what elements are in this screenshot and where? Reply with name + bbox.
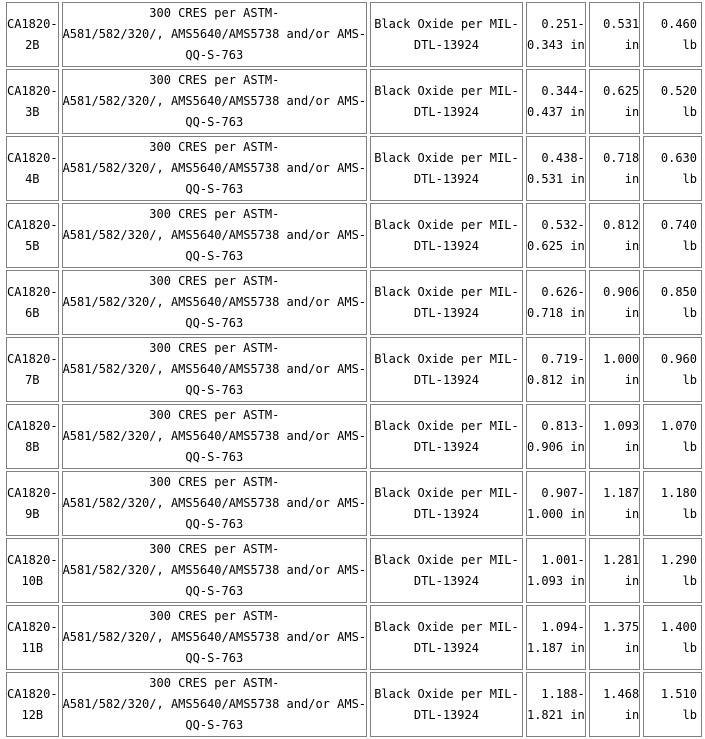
material-cell [62,69,367,134]
finish-cell [370,605,523,670]
table-body [6,2,702,737]
material-line: QQ-S-763 [185,718,244,732]
table-row [6,136,702,201]
part-number-cell [6,404,59,469]
grip-range-line: 1.821 in [526,707,585,722]
material-line: QQ-S-763 [185,450,244,464]
length-cell: 0.625 in [589,69,640,134]
finish-line: DTL-13924 [413,573,479,588]
material-line: QQ-S-763 [185,249,244,263]
grip-range-cell [526,2,586,67]
part-number-line: 10B [21,573,44,588]
grip-range-cell [526,203,586,268]
material-line: QQ-S-763 [185,48,244,62]
material-line: 300 CRES per ASTM- [149,274,280,288]
grip-range-line: 1.094- [541,619,585,634]
material-line: A581/582/320/, AMS5640/AMS5738 and/or AMS- [62,496,367,510]
finish-line: Black Oxide per MIL- [374,619,519,634]
grip-range-line: 0.531 in [526,171,585,186]
finish-cell [370,672,523,737]
length-cell: 0.812 in [589,203,640,268]
grip-range-cell [526,270,586,335]
part-number-line: 12B [21,707,44,722]
part-number-cell [6,270,59,335]
material-line: A581/582/320/, AMS5640/AMS5738 and/or AMS- [62,362,367,376]
part-number-cell [6,2,59,67]
part-number-cell [6,136,59,201]
part-number-cell [6,605,59,670]
material-line: A581/582/320/, AMS5640/AMS5738 and/or AMS- [62,27,367,41]
material-line: 300 CRES per ASTM- [149,475,280,489]
finish-line: DTL-13924 [413,238,479,253]
part-number-line: CA1820- [7,418,58,433]
grip-range-cell [526,337,586,402]
grip-range-line: 1.093 in [526,573,585,588]
grip-range-cell [526,605,586,670]
finish-line: DTL-13924 [413,506,479,521]
grip-range-cell [526,69,586,134]
finish-cell [370,136,523,201]
part-number-line: CA1820- [7,16,58,31]
part-number-line: CA1820- [7,351,58,366]
finish-cell [370,203,523,268]
length-cell: 1.187 in [589,471,640,536]
part-number-line: 6B [25,305,40,320]
grip-range-line: 0.907- [541,485,585,500]
finish-line: Black Oxide per MIL- [374,686,519,701]
material-line: QQ-S-763 [185,584,244,598]
grip-range-line: 0.718 in [526,305,585,320]
material-cell [62,404,367,469]
grip-range-line: 0.251- [541,16,585,31]
finish-line: Black Oxide per MIL- [374,552,519,567]
part-number-cell [6,203,59,268]
part-number-line: CA1820- [7,83,58,98]
part-number-line: 8B [25,439,40,454]
finish-line: Black Oxide per MIL- [374,150,519,165]
part-number-line: 5B [25,238,40,253]
finish-cell [370,404,523,469]
table-row [6,672,702,737]
material-cell [62,605,367,670]
weight-cell: 0.850 lb [643,270,702,335]
fastener-spec-table [3,0,705,739]
grip-range-cell [526,136,586,201]
material-line: 300 CRES per ASTM- [149,73,280,87]
material-line: A581/582/320/, AMS5640/AMS5738 and/or AMS- [62,630,367,644]
material-line: A581/582/320/, AMS5640/AMS5738 and/or AMS- [62,295,367,309]
grip-range-cell [526,404,586,469]
material-line: 300 CRES per ASTM- [149,207,280,221]
material-line: QQ-S-763 [185,383,244,397]
weight-cell: 0.960 lb [643,337,702,402]
finish-line: Black Oxide per MIL- [374,351,519,366]
part-number-line: 3B [25,104,40,119]
weight-cell: 1.180 lb [643,471,702,536]
weight-cell: 1.510 lb [643,672,702,737]
finish-line: Black Oxide per MIL- [374,485,519,500]
part-number-line: CA1820- [7,217,58,232]
grip-range-line: 0.532- [541,217,585,232]
finish-cell [370,69,523,134]
material-cell [62,538,367,603]
finish-line: Black Oxide per MIL- [374,83,519,98]
weight-cell: 0.740 lb [643,203,702,268]
material-line: A581/582/320/, AMS5640/AMS5738 and/or AMS- [62,429,367,443]
part-number-cell [6,69,59,134]
grip-range-line: 0.626- [541,284,585,299]
part-number-line: 11B [21,640,44,655]
finish-line: Black Oxide per MIL- [374,217,519,232]
weight-cell: 0.520 lb [643,69,702,134]
grip-range-line: 0.719- [541,351,585,366]
material-cell [62,136,367,201]
material-line: QQ-S-763 [185,182,244,196]
material-line: QQ-S-763 [185,517,244,531]
finish-line: DTL-13924 [413,372,479,387]
material-cell [62,337,367,402]
part-number-cell [6,538,59,603]
grip-range-line: 1.187 in [526,640,585,655]
grip-range-line: 0.625 in [526,238,585,253]
table-row [6,404,702,469]
finish-line: DTL-13924 [413,640,479,655]
part-number-line: 4B [25,171,40,186]
grip-range-cell [526,672,586,737]
grip-range-line: 1.188- [541,686,585,701]
length-cell: 1.468 in [589,672,640,737]
length-cell: 0.718 in [589,136,640,201]
table-row [6,538,702,603]
weight-cell: 1.290 lb [643,538,702,603]
grip-range-line: 0.437 in [526,104,585,119]
finish-line: Black Oxide per MIL- [374,418,519,433]
length-cell: 1.000 in [589,337,640,402]
finish-line: DTL-13924 [413,171,479,186]
length-cell: 0.906 in [589,270,640,335]
material-line: A581/582/320/, AMS5640/AMS5738 and/or AMS- [62,228,367,242]
grip-range-cell [526,471,586,536]
finish-cell [370,2,523,67]
table-row [6,2,702,67]
finish-line: DTL-13924 [413,104,479,119]
part-number-line: CA1820- [7,619,58,634]
material-line: A581/582/320/, AMS5640/AMS5738 and/or AMS- [62,697,367,711]
length-cell: 1.093 in [589,404,640,469]
grip-range-line: 0.344- [541,83,585,98]
part-number-cell [6,337,59,402]
material-cell [62,270,367,335]
part-number-cell [6,471,59,536]
part-number-line: CA1820- [7,150,58,165]
finish-cell [370,270,523,335]
part-number-cell [6,672,59,737]
material-line: QQ-S-763 [185,316,244,330]
material-line: A581/582/320/, AMS5640/AMS5738 and/or AMS- [62,161,367,175]
length-cell: 1.375 in [589,605,640,670]
table-row [6,69,702,134]
finish-cell [370,538,523,603]
grip-range-line: 0.343 in [526,37,585,52]
finish-line: Black Oxide per MIL- [374,16,519,31]
material-line: 300 CRES per ASTM- [149,542,280,556]
weight-cell: 1.070 lb [643,404,702,469]
part-number-line: CA1820- [7,485,58,500]
part-number-line: 2B [25,37,40,52]
table-row [6,471,702,536]
finish-line: Black Oxide per MIL- [374,284,519,299]
grip-range-line: 1.001- [541,552,585,567]
weight-cell: 1.400 lb [643,605,702,670]
material-line: 300 CRES per ASTM- [149,408,280,422]
weight-cell: 0.460 lb [643,2,702,67]
table-row [6,337,702,402]
part-number-line: 7B [25,372,40,387]
part-number-line: CA1820- [7,284,58,299]
material-line: QQ-S-763 [185,115,244,129]
finish-cell [370,471,523,536]
material-cell [62,471,367,536]
finish-line: DTL-13924 [413,439,479,454]
part-number-line: 9B [25,506,40,521]
grip-range-cell [526,538,586,603]
material-line: 300 CRES per ASTM- [149,6,280,20]
material-line: 300 CRES per ASTM- [149,140,280,154]
table-row [6,605,702,670]
part-number-line: CA1820- [7,552,58,567]
material-cell [62,672,367,737]
table-row [6,203,702,268]
finish-cell [370,337,523,402]
material-cell [62,203,367,268]
length-cell: 0.531 in [589,2,640,67]
material-line: 300 CRES per ASTM- [149,609,280,623]
grip-range-line: 1.000 in [526,506,585,521]
material-line: A581/582/320/, AMS5640/AMS5738 and/or AMS- [62,94,367,108]
grip-range-line: 0.438- [541,150,585,165]
material-line: A581/582/320/, AMS5640/AMS5738 and/or AMS- [62,563,367,577]
weight-cell: 0.630 lb [643,136,702,201]
table-row [6,270,702,335]
grip-range-line: 0.813- [541,418,585,433]
finish-line: DTL-13924 [413,37,479,52]
grip-range-line: 0.812 in [526,372,585,387]
part-number-line: CA1820- [7,686,58,701]
material-line: QQ-S-763 [185,651,244,665]
material-cell [62,2,367,67]
material-line: 300 CRES per ASTM- [149,341,280,355]
finish-line: DTL-13924 [413,305,479,320]
grip-range-line: 0.906 in [526,439,585,454]
material-line: 300 CRES per ASTM- [149,676,280,690]
finish-line: DTL-13924 [413,707,479,722]
length-cell: 1.281 in [589,538,640,603]
